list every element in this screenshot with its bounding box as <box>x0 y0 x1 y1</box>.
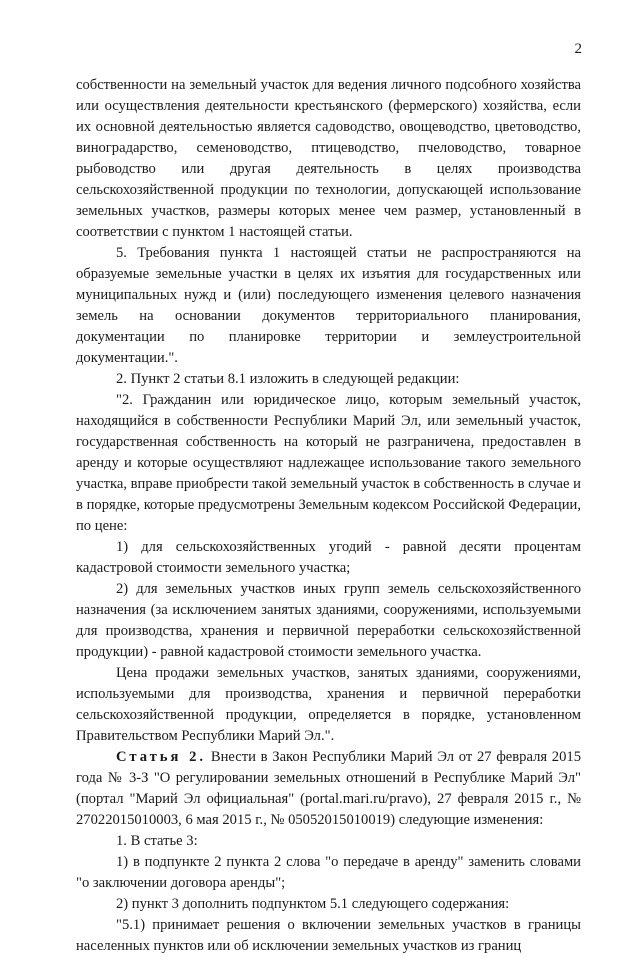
document-body <box>76 75 581 957</box>
paragraph-article-3-subitem-5-1: "5.1) принимает решения о включении земельных участков в границы населенных пунктов или об исключении земельных участков из границ <box>76 917 581 954</box>
paragraph-article-8-1-heading: 2. Пункт 2 статьи 8.1 изложить в следующей редакции: <box>116 371 460 387</box>
paragraph-article-2 <box>76 747 581 831</box>
article-2-heading: Статья 2. <box>116 749 207 765</box>
article-2-text: Внести в Закон Республики Марий Эл от 27 февраля 2015 года № 3-З "О регулировании земельных отношений в Республике Марий Эл" (портал "Марий Эл официальная" (portal.mari.ru/pravo), 27 февраля 2015 г., № 27022015010003, 6 мая 2015 г., № 05052015010019) следующие изменения: <box>76 749 581 828</box>
paragraph-article-3-subitem-2: 2) пункт 3 дополнить подпунктом 5.1 следующего содержания: <box>116 896 510 912</box>
paragraph-item-5: 5. Требования пункта 1 настоящей статьи не распространяются на образуемые земельные участки в целях их изъятия для государственных или муниципальных нужд и (или) последующего изменения целевого назначения земель на основании документов территориального планирования, документации по планировке территории и землеустроительной документации.". <box>76 245 581 366</box>
paragraph-article-8-1-point-2: "2. Гражданин или юридическое лицо, которым земельный участок, находящийся в собственности Республики Марий Эл, или земельный участок, государственная собственность на который не разграничена, предоставлен в аренду и которые осуществляют надлежащее использование такого земельного участка, вправе приобрести такой земельный участок в собственность в случае и в порядке, которые предусмотрены Земельным кодексом Российской Федерации, по цене: <box>76 392 581 534</box>
paragraph-ownership-continuation: собственности на земельный участок для ведения личного подсобного хозяйства или осуществления деятельности крестьянского (фермерского) хозяйства, если их основной деятельностью является садоводство, овощеводство, цветоводство, виноградарство, семеноводство, птицеводство, пчеловодство, товарное рыбоводство или другая деятельность в целях производства сельскохозяйственной продукции по технологии, допускающей использование земельных участков, размеры которых менее чем размер, установленный в соответствии с пунктом 1 настоящей статьи. <box>76 77 581 240</box>
paragraph-subitem-2: 2) для земельных участков иных групп земель сельскохозяйственного назначения (за исключением занятых зданиями, сооружениями, используемыми для производства, хранения и первичной переработки сельскохозяйственной продукции) - равной кадастровой стоимости земельного участка. <box>76 581 581 660</box>
paragraph-subitem-1: 1) для сельскохозяйственных угодий - равной десяти процентам кадастровой стоимости земельного участка; <box>76 539 581 576</box>
paragraph-article-3-subitem-1: 1) в подпункте 2 пункта 2 слова "о передаче в аренду" заменить словами "о заключении договора аренды"; <box>76 854 581 891</box>
paragraph-article-3-heading: 1. В статье 3: <box>116 833 198 849</box>
page-number: 2 <box>574 41 582 57</box>
paragraph-sale-price: Цена продажи земельных участков, занятых зданиями, сооружениями, используемыми для производства, хранения и первичной переработки сельскохозяйственной продукции, определяется в порядке, установленном Правительством Республики Марий Эл.". <box>76 665 581 744</box>
